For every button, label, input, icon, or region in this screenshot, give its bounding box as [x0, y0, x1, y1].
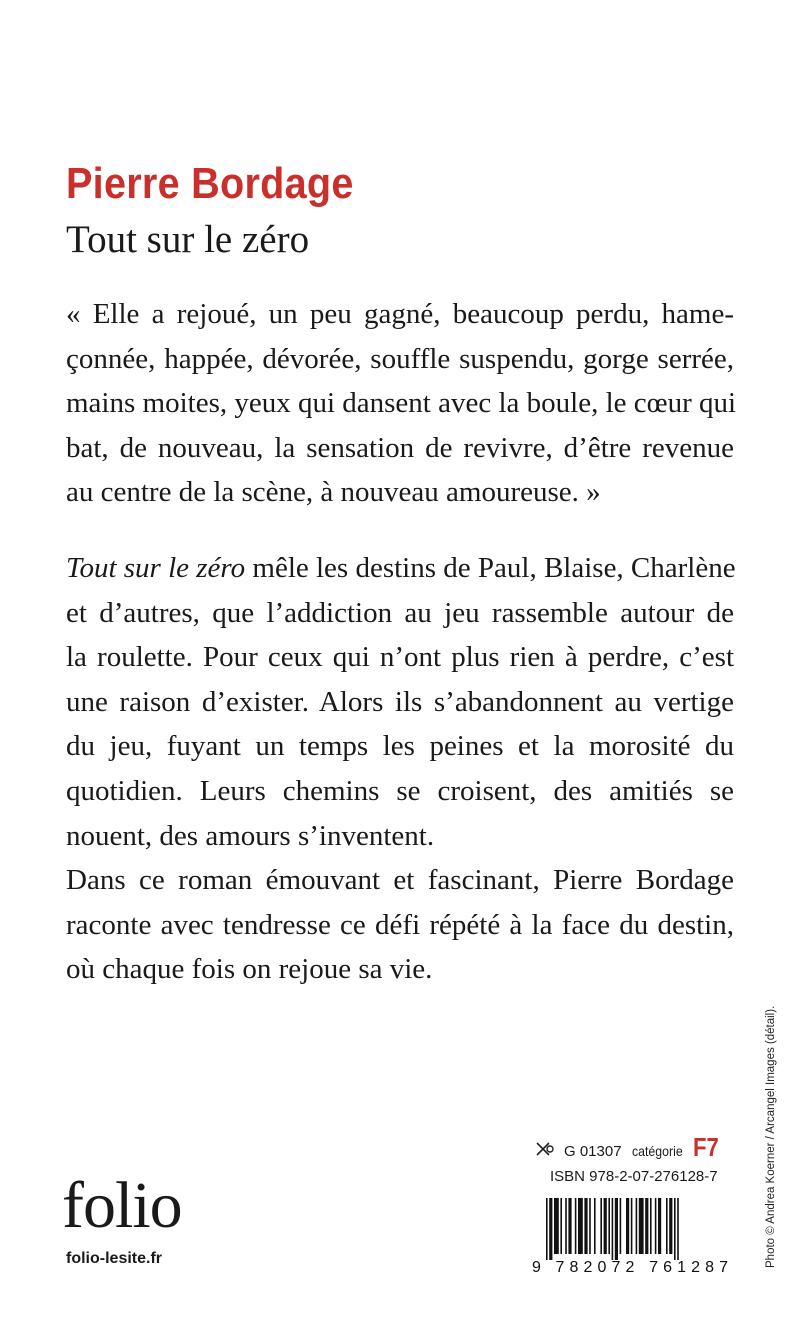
- barcode-bar: [655, 1198, 657, 1254]
- quote-line: bat, de nouveau, la sensation de revivre, d’être revenue: [66, 431, 734, 464]
- summary-line-text: mêle les destins de Paul, Blaise, Charlène: [245, 552, 736, 584]
- summary-line: nouent, des amours s’inventent.: [66, 819, 435, 852]
- barcode-bar: [560, 1198, 562, 1254]
- barcode-bar: [677, 1198, 679, 1260]
- barcode-bar: [554, 1198, 559, 1254]
- publisher-website: folio-lesite.fr: [66, 1250, 163, 1267]
- barcode-bar: [669, 1198, 672, 1254]
- barcode-bar: [549, 1198, 552, 1260]
- barcode-bar: [604, 1198, 607, 1254]
- barcode-bar: [575, 1198, 577, 1254]
- barcode-bar: [650, 1198, 652, 1254]
- quote-line: çonnée, happée, dévorée, souffle suspendu, gorge serrée,: [66, 342, 734, 375]
- barcode-bar: [666, 1198, 668, 1254]
- barcode-bar: [674, 1198, 676, 1260]
- barcode-bar: [615, 1198, 618, 1260]
- quote-line: au centre de la scène, à nouveau amoureuse. »: [66, 476, 601, 509]
- summary-line: [66, 546, 734, 591]
- publisher-logo: folio: [62, 1169, 182, 1242]
- quote-line: « Elle a rejoué, un peu gagné, beaucoup perdu, hame-: [66, 298, 734, 330]
- book-title: Tout sur le zéro: [66, 218, 310, 261]
- publisher-code: G 01307: [564, 1143, 622, 1160]
- barcode-bar: [639, 1198, 644, 1254]
- barcode-bar: [631, 1198, 633, 1254]
- barcode-bar: [565, 1198, 567, 1254]
- isbn: ISBN 978-2-07-276128-7: [550, 1168, 718, 1185]
- summary-line: quotidien. Leurs chemins se croisent, des amitiés se: [66, 774, 734, 807]
- barcode-bar: [578, 1198, 583, 1254]
- photo-credit: Photo © Andrea Koerner / Arcangel Images (détail).: [765, 1005, 777, 1268]
- category-label: catégorie: [631, 1143, 683, 1159]
- back-cover-quote: [66, 292, 737, 515]
- quote-line: mains moites, yeux qui dansent avec la boule, le cœur qui: [66, 387, 737, 420]
- summary-line: du jeu, fuyant un temps les peines et la morosité du: [66, 730, 734, 763]
- barcode-bar: [600, 1198, 602, 1254]
- barcode-bar: [636, 1198, 638, 1254]
- barcode-bar: [626, 1198, 629, 1254]
- summary-title-italic: Tout sur le zéro: [66, 552, 246, 584]
- barcode-bar: [608, 1198, 610, 1254]
- barcode-bar: [589, 1198, 591, 1254]
- barcode-bar: [584, 1198, 587, 1254]
- publisher-code-row: [534, 1134, 723, 1165]
- category-code: F7: [693, 1132, 719, 1162]
- barcode-number: 9 782072 761287: [532, 1259, 728, 1274]
- summary-line: et d’autres, que l’addiction au jeu rassemble autour de: [66, 596, 734, 629]
- folio-mark-icon: [534, 1140, 556, 1160]
- barcode: [532, 1198, 732, 1274]
- summary-line: où chaque fois on rejoue sa vie.: [66, 953, 433, 986]
- summary-line: raconte avec tendresse ce défi répété à la face du destin,: [66, 908, 734, 941]
- barcode-bar: [546, 1198, 548, 1260]
- author-name: Pierre Bordage: [66, 159, 354, 208]
- barcode-bar: [568, 1198, 571, 1254]
- back-cover-summary: [66, 546, 734, 992]
- summary-line: une raison d’exister. Alors ils s’abandonnent au vertige: [66, 685, 734, 718]
- barcode-bar: [658, 1198, 661, 1254]
- barcode-bar: [645, 1198, 648, 1254]
- barcode-bar: [594, 1198, 596, 1254]
- summary-line: Dans ce roman émouvant et fascinant, Pierre Bordage: [66, 864, 734, 897]
- barcode-bar: [612, 1198, 614, 1260]
- barcode-bar: [620, 1198, 622, 1254]
- summary-line: la roulette. Pour ceux qui n’ont plus rien à perdre, c’est: [66, 641, 734, 674]
